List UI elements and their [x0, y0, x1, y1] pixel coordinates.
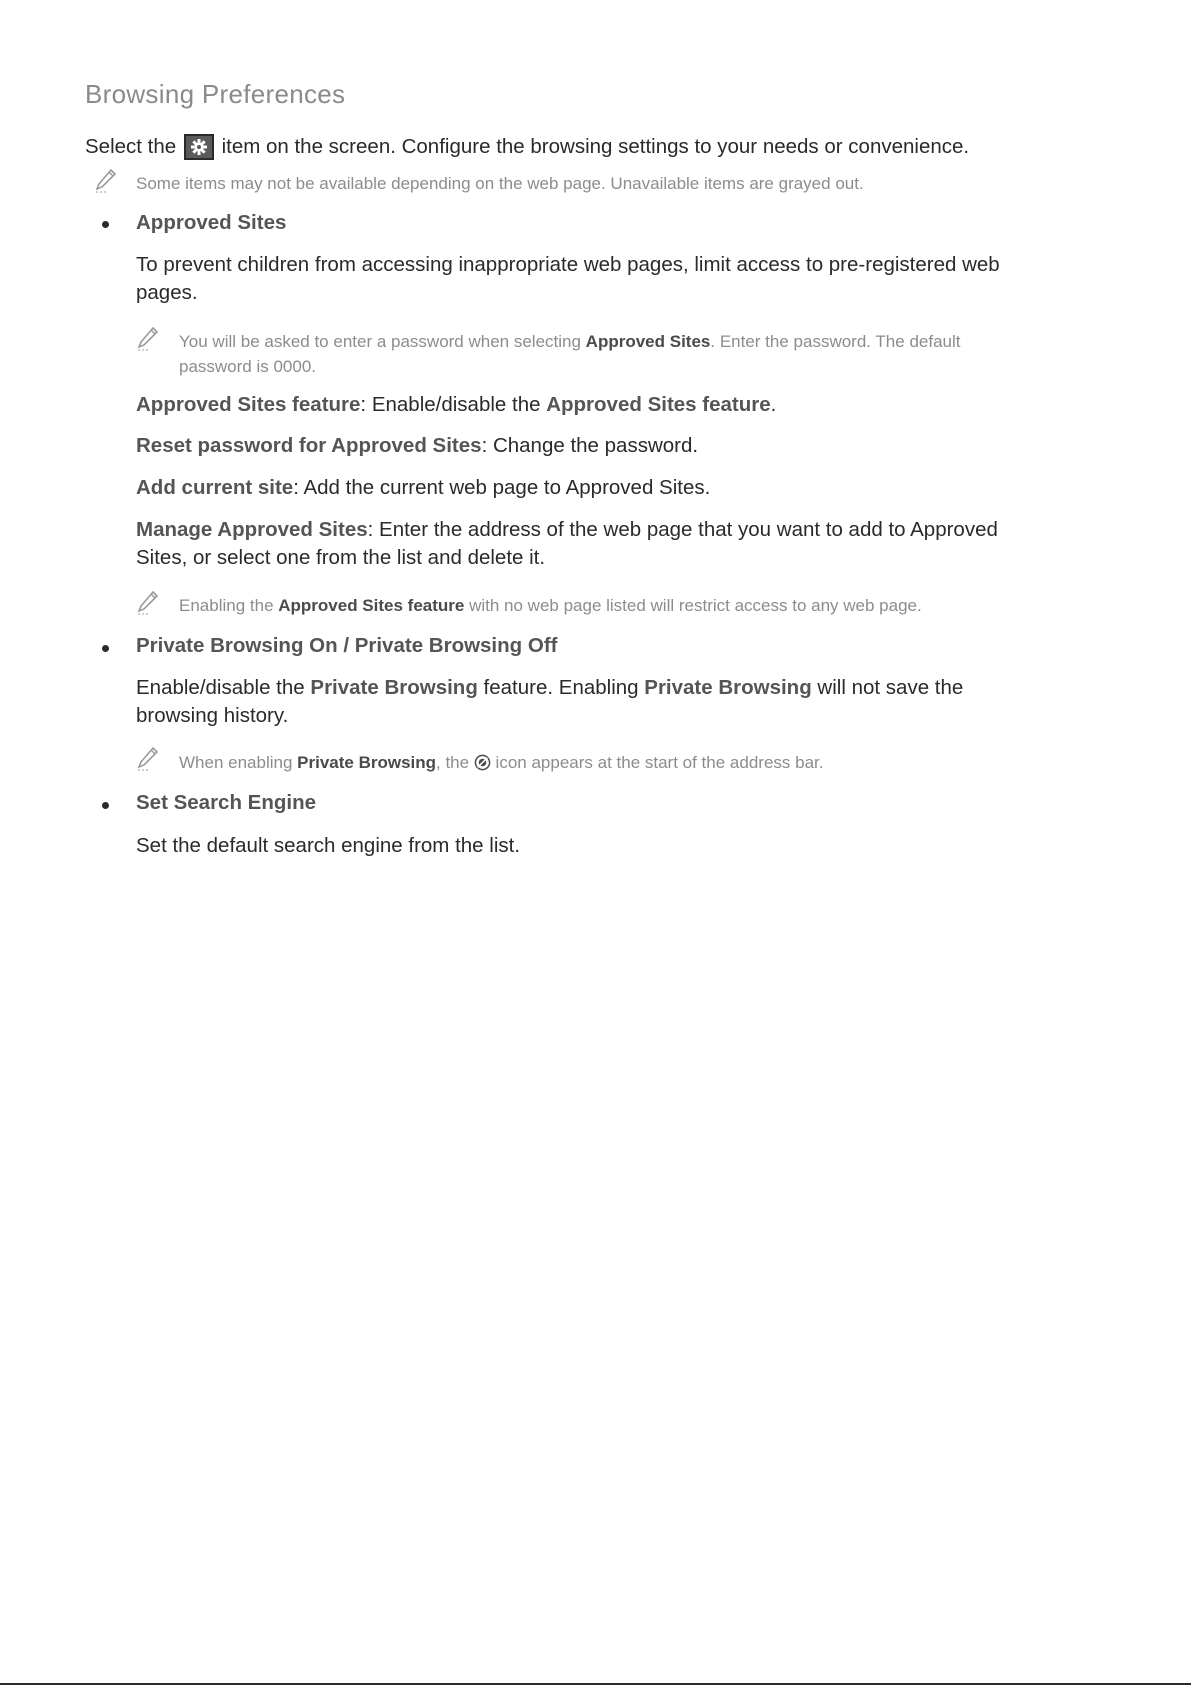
approved-sites-title: Approved Sites [136, 211, 287, 234]
search-engine-title: Set Search Engine [136, 791, 317, 814]
intro-line [85, 134, 969, 160]
intro-text-before: Select the [85, 135, 182, 158]
manage-approved-sites-item: Manage Approved Sites: Enter the address of the web page that you want to add to Approved [136, 518, 998, 541]
approved-sites-note-3: Enabling the Approved Sites feature with no web page listed will restrict access to any web page. [179, 596, 922, 615]
pencil-icon [136, 326, 160, 352]
private-browsing-desc-2: browsing history. [136, 704, 289, 727]
intro-note: Some items may not be available depending on the web page. Unavailable items are grayed out. [136, 174, 864, 193]
bullet-search-engine [102, 802, 109, 809]
gear-icon [184, 134, 214, 160]
manage-approved-sites-item-2: Sites, or select one from the list and delete it. [136, 546, 546, 569]
section-heading: Browsing Preferences [85, 79, 346, 109]
private-browsing-title: Private Browsing On / Private Browsing Off [136, 634, 558, 657]
private-browsing-icon [474, 754, 491, 771]
bullet-private-browsing [102, 645, 109, 652]
private-browsing-desc-1: Enable/disable the Private Browsing feature. Enabling Private Browsing will not save the [136, 676, 964, 699]
bullet-approved-sites [102, 221, 109, 228]
pencil-icon [136, 590, 160, 616]
pencil-icon [94, 168, 118, 194]
reset-password-item: Reset password for Approved Sites: Change the password. [136, 434, 699, 457]
intro-text-after: item on the screen. Configure the browsing settings to your needs or convenience. [215, 135, 970, 158]
approved-sites-desc-2: pages. [136, 281, 198, 304]
approved-sites-desc-1: To prevent children from accessing inappropriate web pages, limit access to pre-registered web [136, 253, 1000, 276]
search-engine-desc: Set the default search engine from the list. [136, 834, 521, 857]
add-current-site-item: Add current site: Add the current web page to Approved Sites. [136, 476, 711, 499]
approved-sites-note: You will be asked to enter a password when selecting Approved Sites. Enter the password. The default [179, 332, 961, 351]
private-browsing-note: When enabling Private Browsing, the icon appears at the start of the address bar. [179, 753, 824, 772]
approved-sites-feature-item: Approved Sites feature: Enable/disable the Approved Sites feature. [136, 393, 777, 416]
pencil-icon [136, 746, 160, 772]
approved-sites-note-2: password is 0000. [179, 357, 317, 376]
